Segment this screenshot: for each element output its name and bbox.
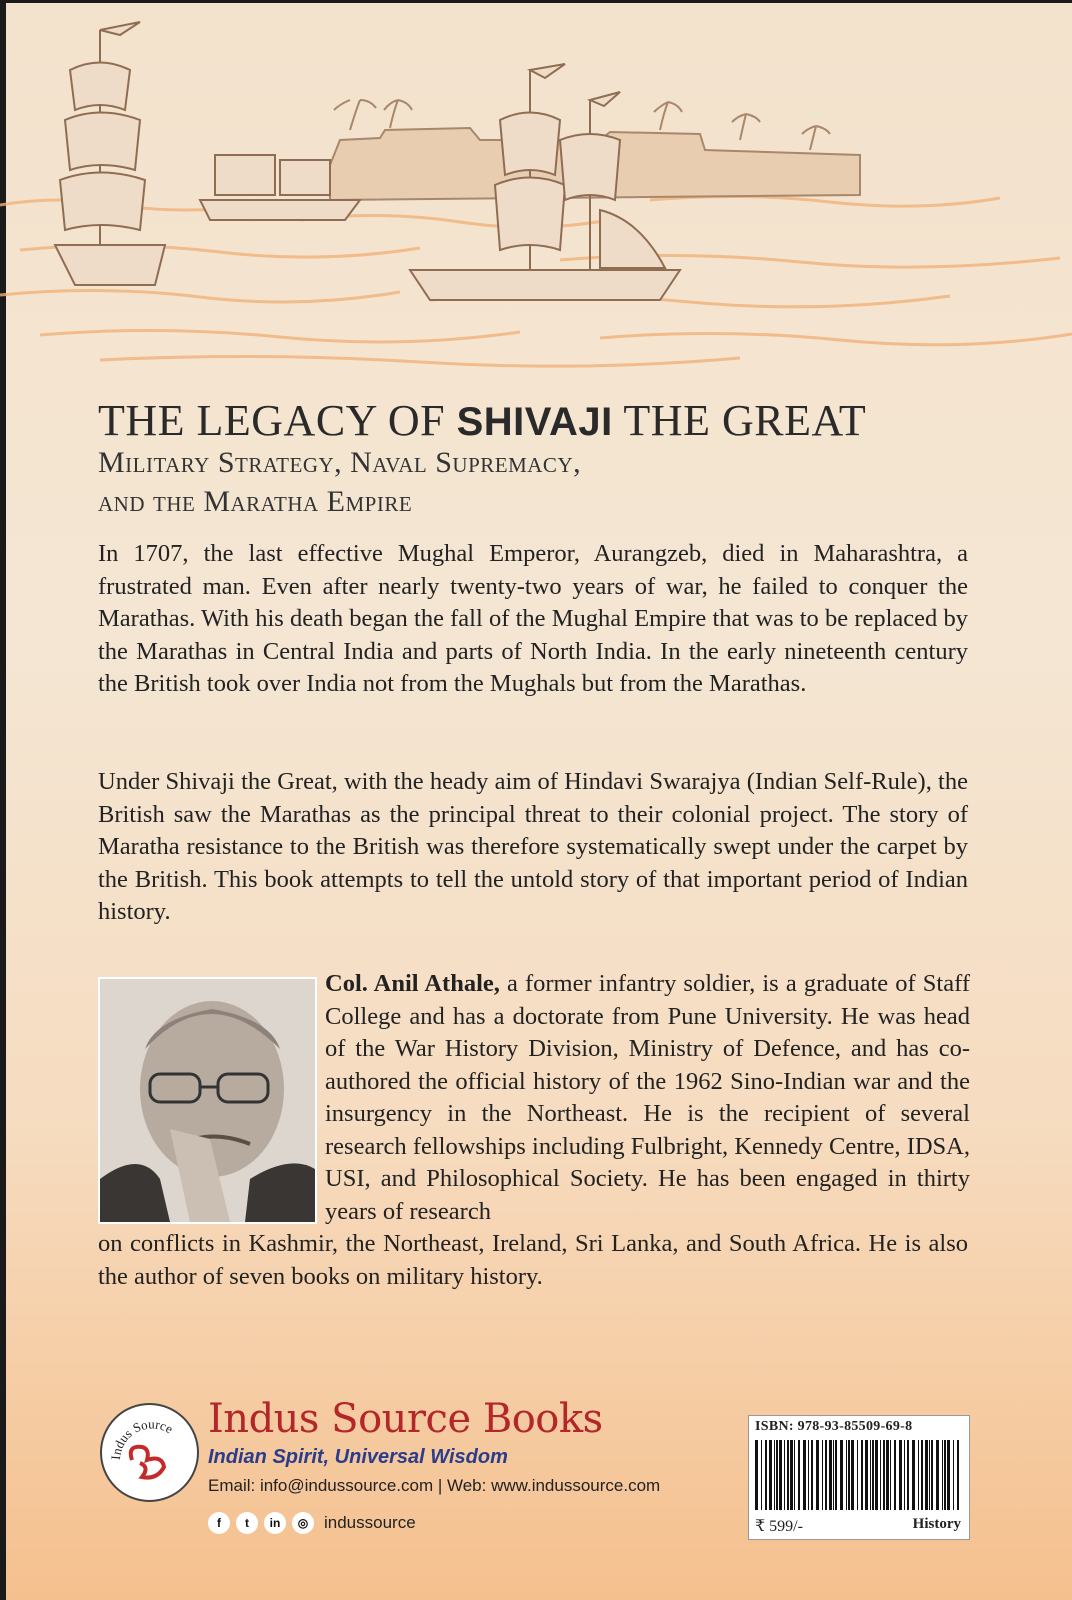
twitter-icon[interactable]: t: [236, 1512, 258, 1534]
author-bio-text: a former infantry soldier, is a graduate of Staff College and has a doctorate from Pune University. He was head of the War History Division, Ministry of Defence, and has co-authored the official history of the 1962 Sino-Indian war and the insurgency in the Northeast. He is the recipient of several research fellowships including Fulbright, Kennedy Centre, IDSA, USI, and Philosophical Society. He has been engaged in thirty years of research: [325, 970, 970, 1225]
author-photo: [98, 977, 317, 1224]
social-links: [208, 1512, 416, 1534]
svg-text:Indus Source: [108, 1416, 176, 1460]
social-handle: indussource: [324, 1513, 416, 1532]
isbn-text: ISBN: 978-93-85509-69-8: [755, 1419, 913, 1434]
book-subtitle-line2: and the Maratha Empire: [98, 485, 413, 518]
author-name: Col. Anil Athale,: [325, 970, 500, 997]
category-label: History: [912, 1516, 961, 1532]
publisher-contact: Email: info@indussource.com | Web: www.indussource.com: [208, 1476, 661, 1495]
ships-and-fort-illustration: [0, 0, 1072, 380]
logo-text: Indus Source: [107, 1416, 176, 1461]
price-label: ₹ 599/-: [755, 1518, 803, 1535]
book-subtitle-line1: Military Strategy, Naval Supremacy,: [98, 446, 582, 479]
author-bio-wrap: [325, 968, 970, 1228]
blurb-paragraph-1: In 1707, the last effective Mughal Emperor, Aurangzeb, died in Maharashtra, a frustrated man. Even after nearly twenty-two years of war, he failed to conquer the Marathas. With his death began the fall of the Mughal Empire that was to be replaced by the Marathas in Central India and parts of North India. In the early nineteenth century the British took over India not from the Mughals but from the Marathas.: [98, 540, 968, 697]
instagram-icon[interactable]: ◎: [292, 1512, 314, 1534]
book-title: THE LEGACY OF SHIVAJI THE GREAT: [98, 396, 867, 445]
publisher-name: Indus Source Books: [208, 1396, 603, 1442]
author-bio-continued: on conflicts in Kashmir, the Northeast, Ireland, Sri Lanka, and South Africa. He is also the author of seven books on military history.: [98, 1230, 968, 1290]
blurb-paragraph-2: Under Shivaji the Great, with the heady aim of Hindavi Swarajya (Indian Self-Rule), the British saw the Marathas as the principal threat to their colonial project. The story of Maratha resistance to the British was therefore systematically swept under the carpet by the British. This book attempts to tell the untold story of that important period of Indian history.: [98, 768, 968, 925]
barcode-panel: [748, 1415, 970, 1540]
linkedin-icon[interactable]: in: [264, 1512, 286, 1534]
publisher-tagline: Indian Spirit, Universal Wisdom: [208, 1446, 508, 1468]
facebook-icon[interactable]: f: [208, 1512, 230, 1534]
publisher-logo: [100, 1403, 199, 1502]
barcode-bars: [755, 1440, 960, 1510]
